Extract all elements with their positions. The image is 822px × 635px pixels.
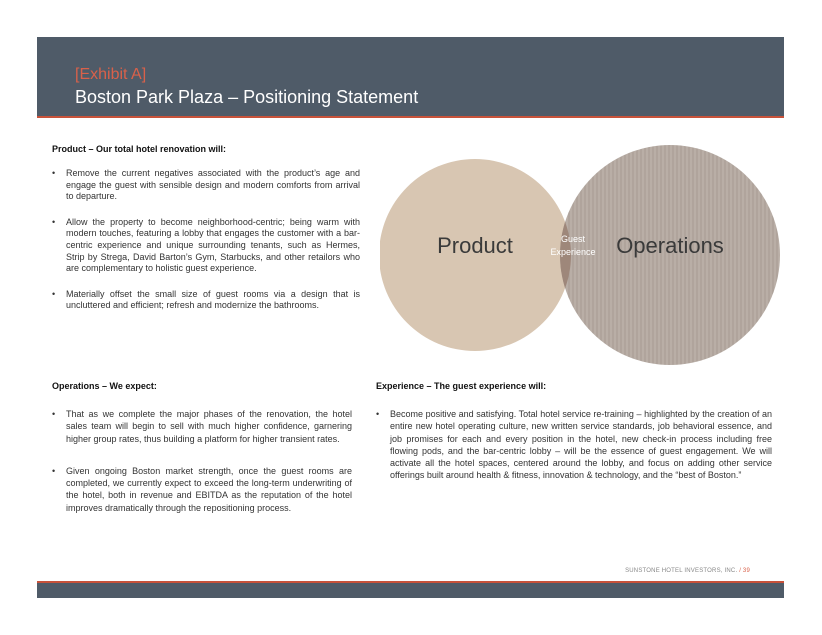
experience-bullet-1: • Become positive and satisfying. Total hotel service re-training – highlighted by the creation of an entire new hotel operating culture, new written service standards, job behavioral essence, and job promises for each and every position in the hotel, new check-in process including free flowing pods, and the bar-centric lobby – will be the essence of guest engagement. We will activate all the hotel spaces, centered around the lobby, and focus on adding other service offerings built around health & fitness, innovation & technology, and the “best of Boston.” [376,408,772,482]
venn-overlap-label-line1: Guest [560,234,586,244]
operations-heading: Operations – We expect: [52,381,157,391]
operations-bullet-1: • That as we complete the major phases of the renovation, the hotel sales team will begin to sell with much higher confidence, garnering higher group rates, thus building a platform for higher transient rates. [52,408,352,445]
product-bullet-2: • Allow the property to become neighborhood-centric; being warm with modern touches, featuring a lobby that engages the customer with a bar-centric experience and unique surrounding tenants, such as Hermes, Strip by Strega, David Barton’s Gym, Starbucks, and other retailors who are complementary to holistic guest experience. [52,217,360,275]
footer-company [560,568,750,574]
footer-bar [37,583,784,598]
page-title: Boston Park Plaza – Positioning Statement [75,87,419,107]
venn-label-operations: Operations [616,233,724,258]
product-bullet-3: • Materially offset the small size of guest rooms via a design that is uncluttered and efficient; refresh and modernize the bathrooms. [52,289,360,312]
experience-bullet-list [376,408,772,482]
product-bullet-list [52,168,360,312]
footer-company-name: SUNSTONE HOTEL INVESTORS, INC. [625,568,738,574]
venn-diagram [380,135,790,375]
page-number: / 39 [739,568,750,574]
operations-bullet-list [52,408,352,514]
product-bullet-1: • Remove the current negatives associated with the product’s age and engage the guest with sensible design and modern comforts from arrival to departure. [52,168,360,203]
exhibit-label: [Exhibit A] [75,66,147,83]
experience-heading: Experience – The guest experience will: [376,381,547,391]
product-heading: Product – Our total hotel renovation will: [52,144,227,154]
venn-label-product: Product [437,233,513,258]
header-accent-rule [37,116,784,118]
venn-overlap-label-line2: Experience [550,247,596,257]
operations-bullet-2: • Given ongoing Boston market strength, once the guest rooms are completed, we currently expect to exceed the long-term underwriting of the hotel, both in revenue and EBITDA as the reputation of the hotel improves dramatically through the repositioning process. [52,465,352,514]
